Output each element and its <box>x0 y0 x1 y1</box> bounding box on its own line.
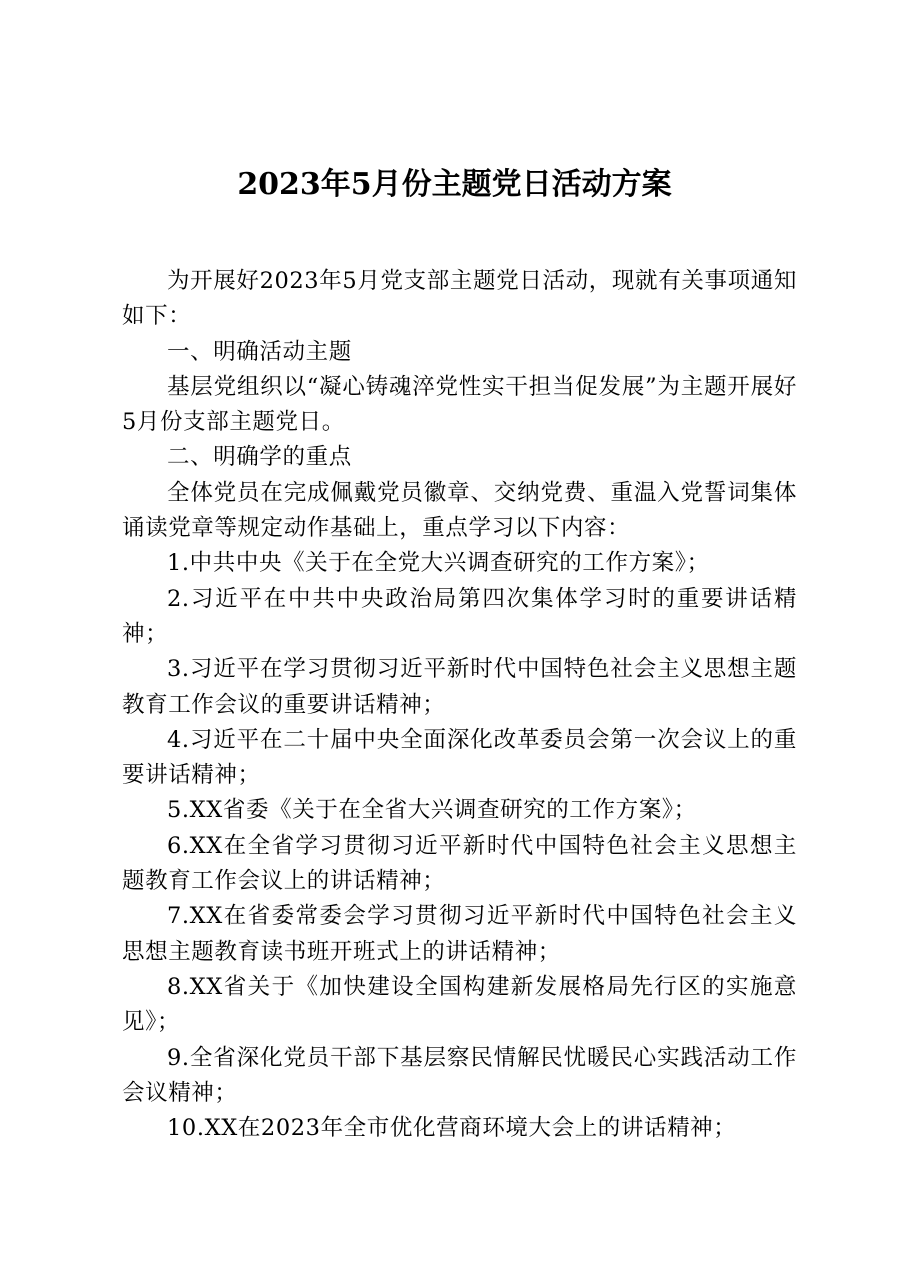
paragraph-study-intro: 全体党员在完成佩戴党员徽章、交纳党费、重温入党誓词集体诵读党章等规定动作基础上，重点学习以下内容： <box>122 479 797 542</box>
list-item-1: 1.中共中央《关于在全党大兴调查研究的工作方案》； <box>167 550 710 577</box>
list-item-7: 7.XX在省委常委会学习贯彻习近平新时代中国特色社会主义思想主题教育读书班开班式上的讲话精神； <box>122 903 797 965</box>
heading-section-2: 二、明确学的重点 <box>167 444 352 471</box>
list-item-9: 9.全省深化党员干部下基层察民情解民忧暖民心实践活动工作会议精神； <box>122 1044 797 1106</box>
document-body <box>122 264 797 1146</box>
paragraph-intro: 为开展好2023年5月党支部主题党日活动，现就有关事项通知如下： <box>122 268 797 330</box>
list-item-2: 2.习近平在中共中央政治局第四次集体学习时的重要讲话精神； <box>122 585 797 647</box>
list-item-5: 5.XX省委《关于在全省大兴调查研究的工作方案》； <box>167 797 697 824</box>
list-item-6: 6.XX在全省学习贯彻习近平新时代中国特色社会主义思想主题教育工作会议上的讲话精神； <box>122 832 797 895</box>
list-item-3: 3.习近平在学习贯彻习近平新时代中国特色社会主义思想主题教育工作会议的重要讲话精神； <box>122 656 797 718</box>
heading-section-1: 一、明确活动主题 <box>167 338 352 365</box>
list-item-8: 8.XX省关于《加快建设全国构建新发展格局先行区的实施意见》； <box>122 973 797 1036</box>
paragraph-theme: 基层党组织以“凝心铸魂淬党性实干担当促发展”为主题开展好5月份支部主题党日。 <box>122 373 797 436</box>
document-title: 2023年5月份主题党日活动方案 <box>237 167 672 202</box>
list-item-4: 4.习近平在二十届中央全面深化改革委员会第一次会议上的重要讲话精神； <box>122 726 797 789</box>
list-item-10: 10.XX在2023年全市优化营商环境大会上的讲话精神； <box>167 1115 737 1142</box>
